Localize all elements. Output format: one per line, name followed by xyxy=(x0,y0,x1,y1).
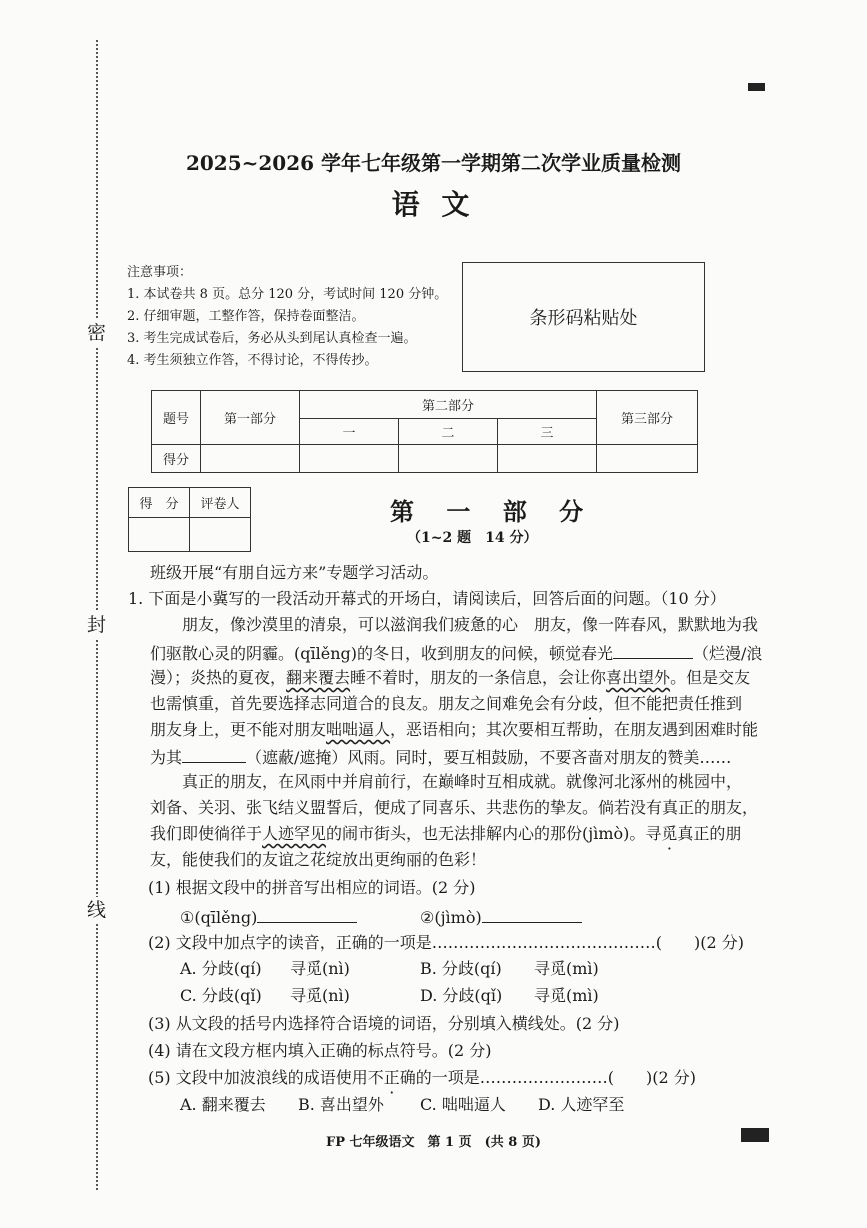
sub-question-3: (3) 从文段的括号内选择符合语境的词语，分别填入横线处。(2 分) xyxy=(148,1014,620,1033)
note-item: 4. 考生须独立作答，不得讨论，不得传抄。 xyxy=(127,353,378,368)
section-subtitle: （1~2 题 14 分） xyxy=(407,530,538,546)
col-part2-sub: 二 xyxy=(399,419,498,445)
grader-score-cell[interactable] xyxy=(129,518,190,552)
sub-question-4: (4) 请在文段方框内填入正确的标点符号。(2 分) xyxy=(148,1041,492,1060)
option-d[interactable]: D. 分歧(qǐ) xyxy=(420,986,503,1005)
answer-blank[interactable] xyxy=(257,908,357,923)
col-part3: 第三部分 xyxy=(597,391,698,445)
score-cell[interactable] xyxy=(399,445,498,473)
score-cell[interactable] xyxy=(201,445,300,473)
col-part2: 第二部分 xyxy=(300,391,597,419)
row-label-score: 得分 xyxy=(152,445,201,473)
grader-score-label: 得 分 xyxy=(129,488,190,518)
row-label-number: 题号 xyxy=(152,391,201,445)
option-b[interactable]: B. 分歧(qí) xyxy=(420,959,502,978)
col-part2-sub: 一 xyxy=(300,419,399,445)
passage-line: 漫）；炎热的夏夜，翻来覆去睡不着时，朋友的一条信息，会让你喜出望外。但是交友 xyxy=(150,668,751,687)
note-item: 1. 本试卷共 8 页。总分 120 分，考试时间 120 分钟。 xyxy=(127,287,448,302)
side-char-feng: 封 xyxy=(87,612,106,639)
score-cell[interactable] xyxy=(498,445,597,473)
option-a[interactable]: A. 分歧(qí) xyxy=(180,959,262,978)
score-table xyxy=(151,390,698,473)
notes-heading: 注意事项： xyxy=(127,265,193,280)
answer-blank[interactable] xyxy=(482,908,582,923)
col-part2-sub: 三 xyxy=(498,419,597,445)
answer-1a: ①(qīlěng) xyxy=(180,908,357,926)
wavy-idiom: 人迹罕见 xyxy=(262,824,327,843)
sub-question-2: (2) 文段中加点字的读音，正确的一项是……………………………………( )(2 分) xyxy=(148,933,744,952)
passage-line: 为其 （遮蔽/遮掩）风雨。同时，要互相鼓励，不要吝啬对朋友的赞美…… xyxy=(150,748,732,767)
option-c[interactable]: C. 分歧(qǐ) xyxy=(180,986,262,1005)
barcode-area xyxy=(462,262,705,372)
passage-line: 朋友，像沙漠里的清泉，可以滋润我们疲惫的心 朋友，像一阵春风，默默地为我 xyxy=(182,615,759,634)
option-5b[interactable]: B. 喜出望外 xyxy=(298,1095,384,1114)
option-b-word2: 寻觅(mì) xyxy=(534,959,599,978)
option-5d[interactable]: D. 人迹罕至 xyxy=(538,1095,625,1114)
option-c-word2: 寻觅(nì) xyxy=(290,986,350,1005)
intro-text: 班级开展“有朋自远方来”专题学习活动。 xyxy=(150,563,439,582)
passage-line: 朋友身上，更不能对朋友咄咄逼人，恶语相向；其次要相互帮助，在朋友遇到困难时能 xyxy=(150,720,759,739)
passage-line: 我们即使徜徉于人迹罕见的闹市街头，也无法排解内心的那份(jìmò)。寻觅真正的朋 xyxy=(150,824,742,843)
note-item: 2. 仔细审题，工整作答，保持卷面整洁。 xyxy=(127,309,365,324)
answer-1b: ②(jìmò) xyxy=(420,908,582,926)
score-cell[interactable] xyxy=(300,445,399,473)
option-5c[interactable]: C. 咄咄逼人 xyxy=(420,1095,506,1114)
section-title: 第 一 部 分 xyxy=(390,497,596,526)
page-footer: FP 七年级语文 第 1 页 (共 8 页) xyxy=(325,1135,542,1150)
note-item: 3. 考生完成试卷后，务必从头到尾认真检查一遍。 xyxy=(127,331,417,346)
sub-question-5: (5) 文段中加波浪线的成语使用不正确的一项是……………………( )(2 分) xyxy=(148,1068,697,1087)
dotted-char: 觅 xyxy=(661,824,678,843)
grader-reviewer-cell[interactable] xyxy=(190,518,251,552)
barcode-label: 条形码粘贴处 xyxy=(529,308,638,329)
passage-line: 刘备、关羽、张飞结义盟誓后，便成了同喜乐、共悲伤的挚友。倘若没有真正的朋友， xyxy=(150,798,759,817)
exam-title: 2025~2026 学年七年级第一学期第二次学业质量检测 xyxy=(185,151,682,175)
option-a-word2: 寻觅(nì) xyxy=(290,959,350,978)
passage-line: 真正的朋友，在风雨中并肩前行，在巅峰时互相成就。就像河北涿州的桃园中， xyxy=(182,772,743,791)
wavy-idiom: 咄咄逼人 xyxy=(326,720,391,739)
sub-question-1: (1) 根据文段中的拼音写出相应的词语。(2 分) xyxy=(148,878,476,897)
col-part1: 第一部分 xyxy=(201,391,300,445)
corner-mark-top xyxy=(748,83,765,91)
option-d-word2: 寻觅(mì) xyxy=(534,986,599,1005)
option-5a[interactable]: A. 翻来覆去 xyxy=(180,1095,266,1114)
wavy-idiom: 翻来覆去 xyxy=(286,668,351,687)
grader-box xyxy=(128,487,251,552)
subject-title: 语 文 xyxy=(391,188,476,221)
side-char-xian: 线 xyxy=(87,897,106,924)
passage-line: 们驱散心灵的阴霾。(qīlěng)的冬日，收到朋友的问候，顿觉春光 （烂漫/浪 xyxy=(150,644,763,663)
q1-stem: 1. 下面是小冀写的一段活动开幕式的开场白，请阅读后，回答后面的问题。（10 分） xyxy=(128,589,726,608)
score-cell[interactable] xyxy=(597,445,698,473)
side-char-mi: 密 xyxy=(87,320,106,347)
passage-line: 友，能使我们的友谊之花绽放出更绚丽的色彩！ xyxy=(150,850,487,869)
passage-line: 也需慎重，首先要选择志同道合的良友。朋友之间难免会有分歧，但不能把责任推到 xyxy=(150,694,743,713)
notes xyxy=(127,262,447,372)
wavy-idiom: 喜出望外 xyxy=(606,668,671,687)
grader-reviewer-label: 评卷人 xyxy=(190,488,251,518)
dotted-char: 歧 xyxy=(582,694,599,713)
